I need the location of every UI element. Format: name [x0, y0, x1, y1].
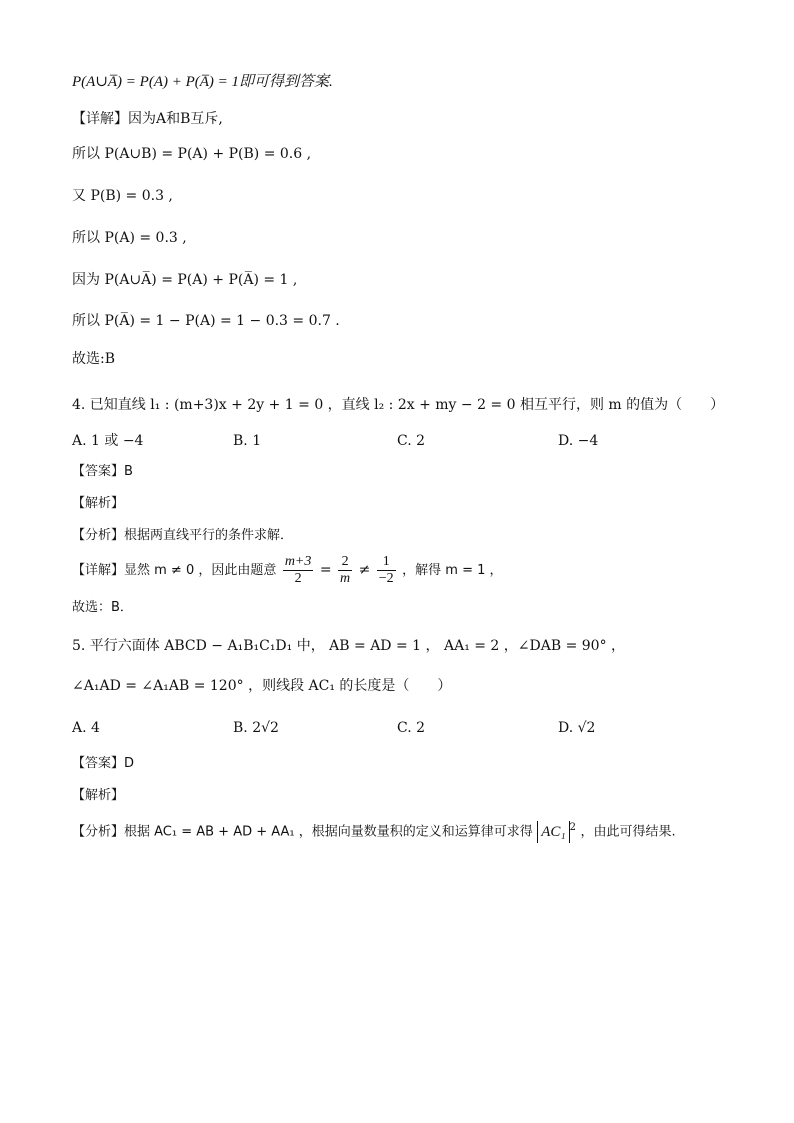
- question-5-analysis-heading: 【解析】: [72, 788, 125, 803]
- question-5-answer: 【答案】D: [72, 756, 135, 771]
- question-5-stem-line2: ∠A₁AD = ∠A₁AB = 120° ，则线段 AC₁ 的长度是（ ）: [72, 678, 452, 694]
- question-5-option-d: D. √2: [558, 720, 596, 736]
- question-5-option-b: B. 2√2: [233, 720, 279, 736]
- text-line: 又 P(B) = 0.3 ,: [72, 188, 173, 204]
- fraction: $\frac{m+3}{2}$: [284, 553, 312, 586]
- question-4-selection: 故选：B．: [72, 600, 133, 615]
- question-4-stem: 4. 已知直线 l₁ : (m+3)x + 2y + 1 = 0 ，直线 l₂ : 2x + my − 2 = 0 相互平行，则 m 的值为（ ）: [72, 397, 725, 413]
- question-5-option-c: C. 2: [397, 720, 426, 736]
- text-line: 所以 P(A̅) = 1 − P(A) = 1 − 0.3 = 0.7 .: [72, 313, 340, 329]
- text-line: 所以 P(A∪B) = P(A) + P(B) = 0.6 ,: [72, 146, 312, 162]
- question-4-answer: 【答案】B: [72, 464, 133, 479]
- text-line: P(A∪A̅) = P(A) + P(A̅) = 1即可得到答案.: [72, 74, 333, 90]
- question-4-option-b: B. 1: [233, 433, 262, 449]
- question-5-option-a: A. 4: [72, 720, 100, 736]
- question-5-stem: 5. 平行六面体 ABCD − A₁B₁C₁D₁ 中， AB = AD = 1 ， AA₁ = 2 ，∠DAB = 90° ，: [72, 638, 626, 654]
- text-line: 所以 P(A) = 0.3 ,: [72, 230, 187, 246]
- text-line: 【详解】因为A和B互斥,: [72, 111, 223, 127]
- question-4-analysis: 【分析】根据两直线平行的条件求解．: [72, 528, 294, 543]
- question-4-option-a: A. 1 或 −4: [72, 433, 144, 449]
- question-4-analysis-heading: 【解析】: [72, 496, 125, 511]
- fraction: $\frac{2}{m}$: [340, 553, 351, 586]
- question-5-analysis: 【分析】根据 AC₁ = AB + AD + AA₁ ，根据向量数量积的定义和运算律可求得 AC₁ $^2$ ，由此可得结果.: [72, 818, 676, 843]
- text-line: 故选:B: [72, 351, 116, 367]
- question-4-option-d: D. −4: [558, 433, 599, 449]
- question-4-detail: 【详解】显然 m ≠ 0 ，因此由题意 $\frac{m+3}{2}$ = $\frac{2}{m}$ ≠ $\frac{1}{-2}$ ，解得 m = 1 ，: [72, 553, 503, 586]
- fraction: $\frac{1}{-2}$: [378, 553, 394, 586]
- text-line: 因为 P(A∪A̅) = P(A) + P(A̅) = 1 ,: [72, 272, 298, 288]
- question-4-option-c: C. 2: [397, 433, 426, 449]
- vector-magnitude: AC₁: [537, 821, 569, 843]
